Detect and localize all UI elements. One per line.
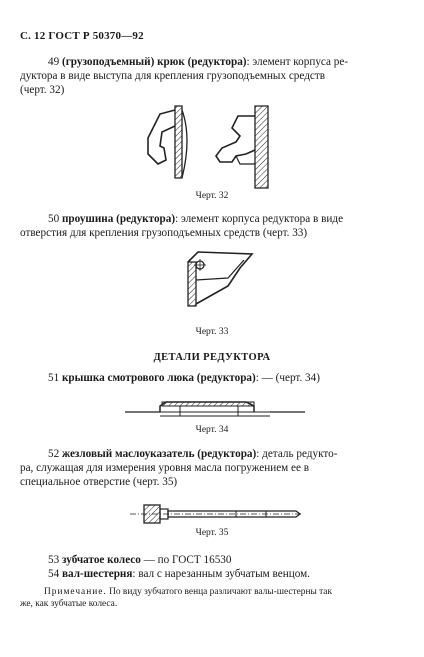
item-50 bbox=[48, 213, 400, 227]
figure-35-dipstick bbox=[126, 500, 306, 530]
figure-32-caption: Черт. 32 bbox=[195, 191, 229, 201]
item-49-term: (грузоподъемный) крюк (редуктора) bbox=[61, 56, 247, 68]
item-51-definition: : — (черт. 34) bbox=[255, 372, 320, 384]
note-label: Примечание. bbox=[44, 587, 107, 597]
item-49-line-2: дуктора в виде выступа для крепления грузоподъемных средств bbox=[20, 70, 326, 82]
section-title: ДЕТАЛИ РЕДУКТОРА bbox=[153, 352, 271, 363]
item-52 bbox=[48, 448, 400, 462]
item-51 bbox=[48, 372, 400, 386]
item-53-number: 53 bbox=[48, 554, 60, 566]
figure-35-caption: Черт. 35 bbox=[195, 528, 229, 538]
item-53-definition: — по ГОСТ 16530 bbox=[140, 554, 232, 566]
figure-34-caption: Черт. 34 bbox=[195, 425, 229, 435]
item-54-term: вал-шестерня bbox=[61, 568, 133, 580]
item-52-line-3: специальное отверстие (черт. 35) bbox=[20, 476, 178, 488]
item-51-number: 51 bbox=[48, 372, 60, 384]
figure-33-caption: Черт. 33 bbox=[195, 327, 229, 337]
note-text: По виду зубчатого венца различают валы-шестерны так bbox=[109, 587, 333, 597]
item-53 bbox=[48, 554, 400, 568]
note-line-2: же, как зубчатые колеса. bbox=[20, 599, 118, 609]
figure-33-lug bbox=[180, 246, 260, 316]
item-50-term: проушина (редуктора) bbox=[61, 213, 176, 225]
item-54-number: 54 bbox=[48, 568, 60, 580]
item-49-line-3: (черт. 32) bbox=[20, 84, 65, 96]
item-49-definition: : элемент корпуса ре- bbox=[246, 56, 349, 68]
item-50-line-2: отверстия для крепления грузоподъемных средств (черт. 33) bbox=[20, 227, 308, 239]
item-49-number: 49 bbox=[48, 56, 60, 68]
item-52-number: 52 bbox=[48, 448, 60, 460]
item-52-line-2: ра, служащая для измерения уровня масла погружением ее в bbox=[20, 462, 310, 474]
figure-34-inspection-cover bbox=[120, 392, 310, 422]
item-52-definition: : деталь редукто- bbox=[256, 448, 338, 460]
item-49 bbox=[48, 56, 400, 70]
item-54-definition: : вал с нарезанным зубчатым венцом. bbox=[132, 568, 310, 580]
item-51-term: крышка смотрового люка (редуктора) bbox=[61, 372, 256, 384]
page-header: С. 12 ГОСТ Р 50370—92 bbox=[20, 30, 144, 42]
item-53-term: зубчатое колесо bbox=[61, 554, 141, 566]
item-52-term: жезловый маслоуказатель (редуктора) bbox=[61, 448, 257, 460]
item-50-number: 50 bbox=[48, 213, 60, 225]
item-50-definition: : элемент корпуса редуктора в виде bbox=[175, 213, 344, 225]
note bbox=[44, 587, 400, 599]
figure-32-hook bbox=[140, 98, 290, 193]
item-54 bbox=[48, 568, 400, 582]
